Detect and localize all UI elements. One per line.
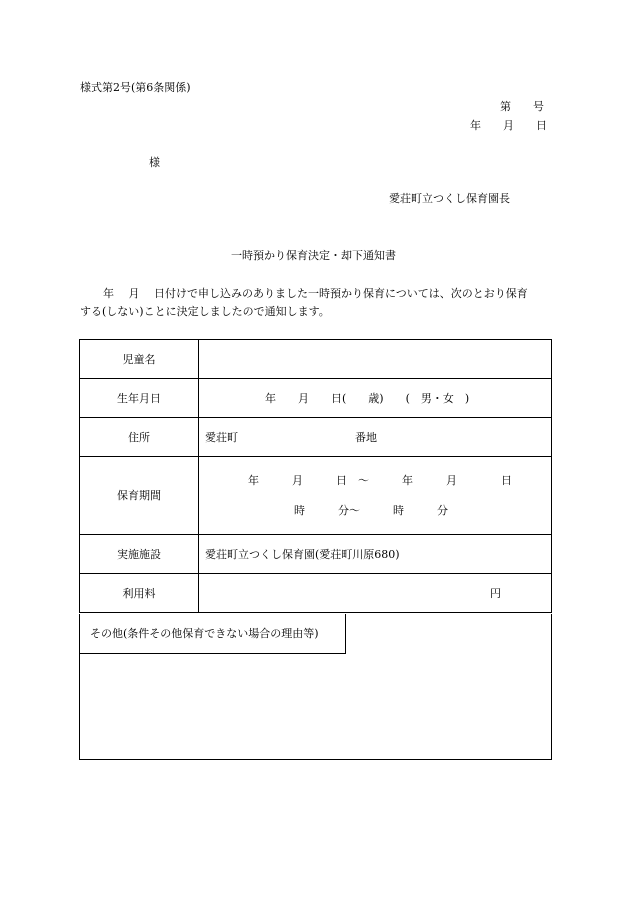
period-date-range: 年 月 日 ～ 年 月 日: [248, 474, 512, 487]
body-line-1: 年 月 日付けで申し込みのありました一時預かり保育については、次のとおり保育: [103, 287, 528, 300]
form-number: 様式第2号(第6条関係): [80, 81, 191, 94]
address-suffix: 番地: [355, 430, 377, 444]
fee-row: [80, 574, 552, 613]
sender-name: 愛荘町立つくし保育園長: [389, 192, 510, 205]
issue-date-line: 年 月 日: [470, 119, 547, 132]
facility-label: 実施施設: [80, 535, 199, 574]
address-cell: [199, 418, 552, 457]
period-cell: [199, 457, 552, 535]
address-town: 愛荘町: [205, 430, 238, 444]
document-title: 一時預かり保育決定・却下通知書: [231, 249, 396, 262]
birth-date-label: 生年月日: [80, 379, 199, 418]
facility-cell: [199, 535, 552, 574]
other-section: [79, 614, 552, 760]
child-name-value: [199, 340, 552, 379]
fee-label: 利用料: [80, 574, 199, 613]
notification-table: [79, 339, 552, 613]
period-time-range: 時 分～ 時 分: [294, 504, 448, 517]
other-label-box: [80, 614, 346, 654]
birth-date-row: [80, 379, 552, 418]
birth-date-value: 年 月 日( 歳) ( 男・女 ): [265, 391, 470, 405]
fee-cell: [199, 574, 552, 613]
address-label: 住所: [80, 418, 199, 457]
facility-row: [80, 535, 552, 574]
child-name-row: [80, 340, 552, 379]
address-row: [80, 418, 552, 457]
fee-unit: 円: [490, 586, 501, 600]
period-row: [80, 457, 552, 535]
period-label: 保育期間: [80, 457, 199, 535]
child-name-label: 児童名: [80, 340, 199, 379]
document-number-line: 第 号: [500, 100, 544, 113]
body-line-2: する(しない)ことに決定しましたので通知します。: [80, 305, 330, 318]
facility-value: 愛荘町立つくし保育園(愛荘町川原680): [205, 547, 400, 561]
other-label: その他(条件その他保育できない場合の理由等): [90, 627, 319, 640]
birth-date-cell: [199, 379, 552, 418]
addressee-suffix: 様: [149, 156, 160, 169]
